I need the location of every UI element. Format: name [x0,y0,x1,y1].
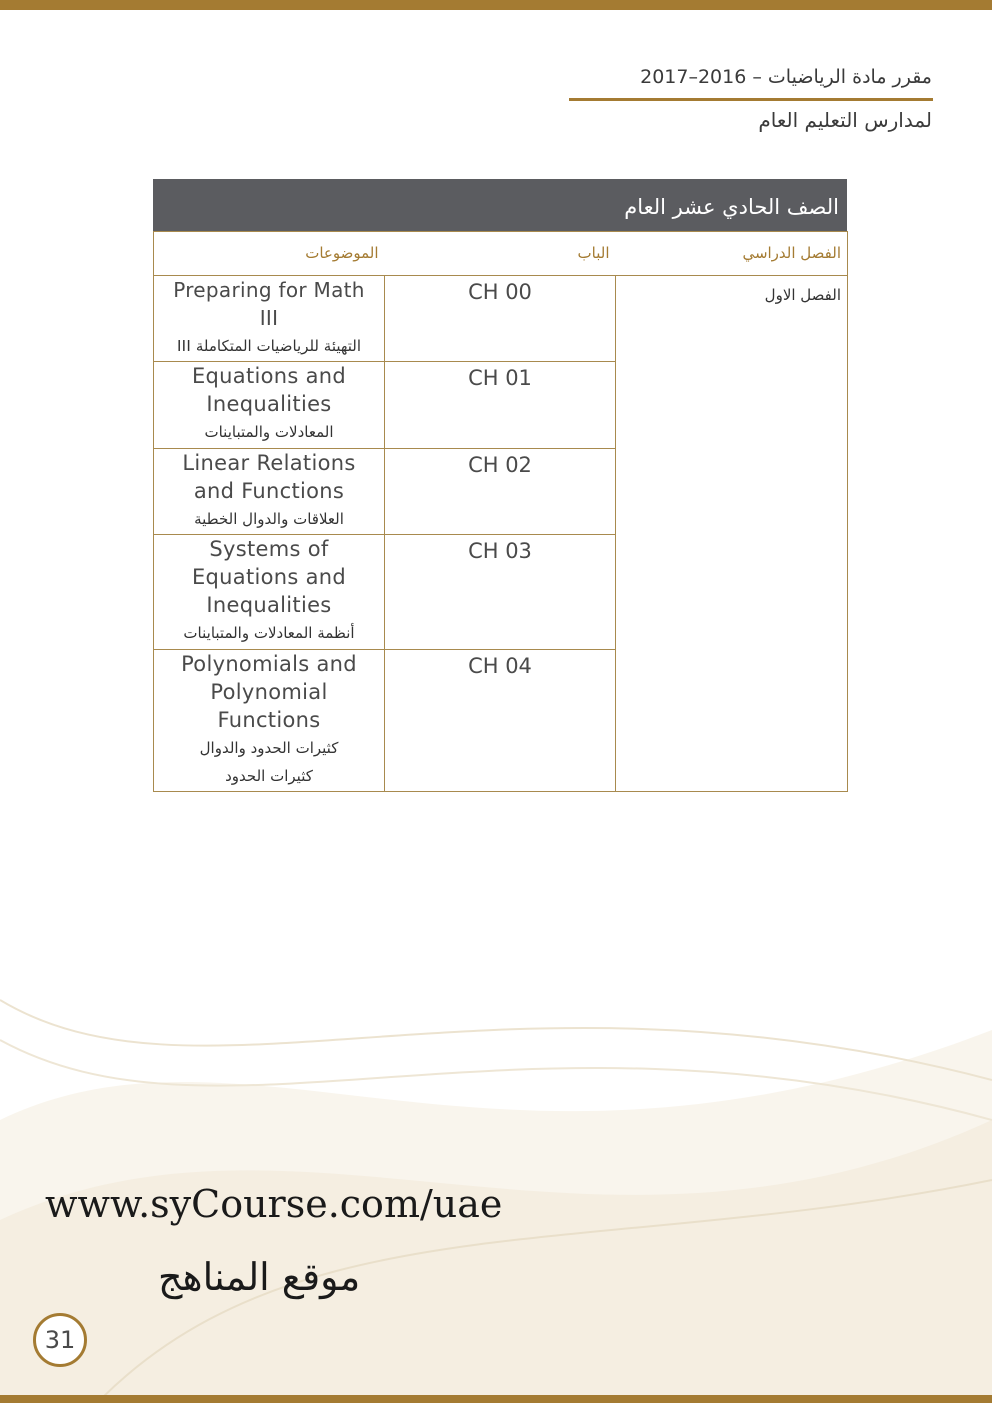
topic-english: Equations and Inequalities [191,364,347,416]
topic-cell [154,650,385,792]
bottom-accent-bar [0,1395,992,1403]
chapters-table [153,231,848,792]
chapter-cell: CH 04 [385,650,616,792]
topic-arabic: كثيرات الحدود والدوال كثيرات الحدود [199,739,339,785]
chapter-column-header: الباب [385,232,616,276]
chapter-cell: CH 01 [385,362,616,449]
topic-english: Systems of Equations and Inequalities [191,537,347,617]
topic-cell [154,535,385,650]
course-title: مقرر مادة الرياضيات – 2016–2017 [640,66,932,88]
topic-cell [154,362,385,449]
website-url: www.syCourse.com/uae [45,1182,503,1226]
grade-title: الصف الحادي عشر العام [153,179,847,231]
schools-subtitle: لمدارس التعليم العام [758,108,932,132]
chapter-cell: CH 03 [385,535,616,650]
topic-cell [154,276,385,362]
column-header-row [154,232,848,276]
topic-arabic: التهيئة للرياضيات المتكاملة III [176,337,362,355]
topic-english: Preparing for Math III [173,278,365,330]
topics-column-header: الموضوعات [154,232,385,276]
topic-arabic: أنظمة المعادلات والمتباينات [183,624,355,642]
top-accent-bar [0,0,992,10]
topic-english: Linear Relations and Functions [182,451,356,503]
table-row [154,276,848,362]
topic-english: Polynomials and Polynomial Functions [181,652,357,732]
semester-column-header: الفصل الدراسي [616,232,848,276]
topic-arabic: العلاقات والدوال الخطية [194,510,344,528]
curriculum-table [153,179,847,792]
page-number-badge: 31 [33,1313,87,1367]
website-name: موقع المناهج [158,1255,361,1299]
background-waves [0,700,992,1400]
chapter-cell: CH 02 [385,449,616,535]
header-divider [569,98,933,101]
semester-cell: الفصل الاول [616,276,848,792]
topic-arabic: المعادلات والمتباينات [204,423,334,441]
topic-cell [154,449,385,535]
chapter-cell: CH 00 [385,276,616,362]
